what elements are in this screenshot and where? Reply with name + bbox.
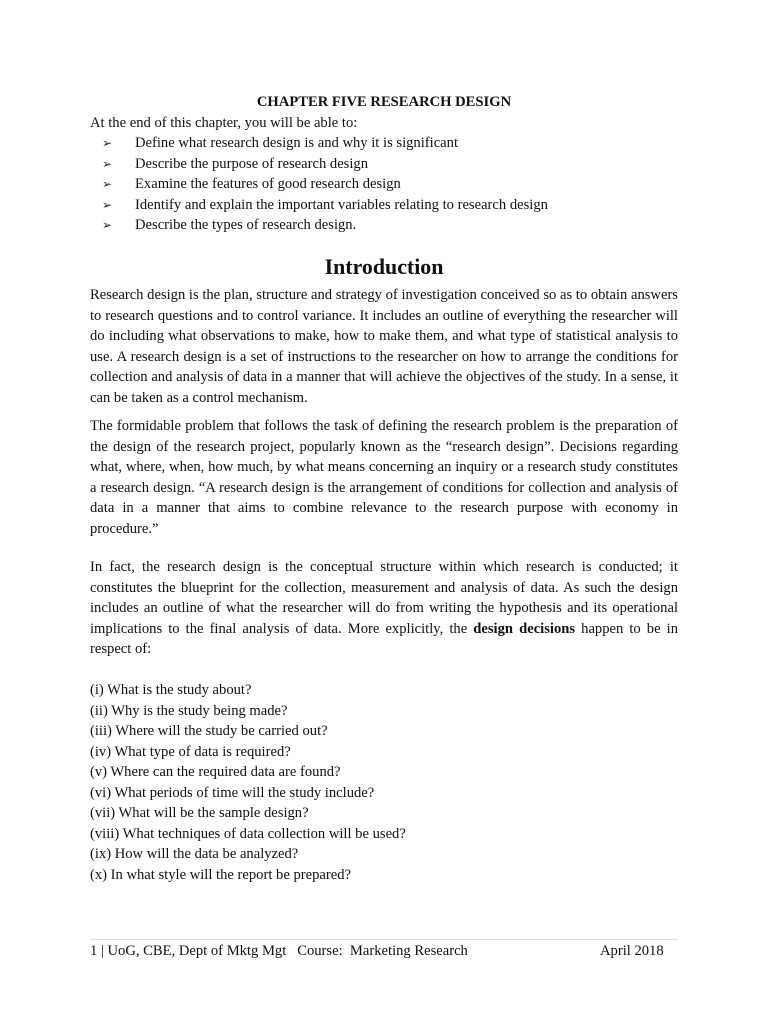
objective-text: Define what research design is and why it is significant: [135, 135, 459, 151]
paragraph-text: happen to be in respect of:: [90, 620, 679, 658]
arrow-bullet-icon: ➢: [102, 136, 113, 150]
arrow-bullet-icon: ➢: [102, 218, 113, 232]
footer-course-info: 1 | UoG, CBE, Dept of Mktg Mgt Course: Marketing Research: [90, 943, 468, 959]
list-item: [102, 175, 548, 196]
arrow-bullet-icon: ➢: [102, 156, 113, 171]
list-item: (i) What is the study about?: [90, 682, 252, 698]
list-item: (vii) What will be the sample design?: [90, 805, 309, 821]
list-item: [102, 196, 548, 217]
chapter-title: CHAPTER FIVE RESEARCH DESIGN: [256, 94, 512, 110]
objectives-intro: At the end of this chapter, you will be able to:: [90, 115, 358, 131]
list-item: (iii) Where will the study be carried out?: [90, 723, 328, 739]
list-item: (ix) How will the data be analyzed?: [90, 846, 299, 862]
list-item: [102, 216, 548, 237]
bold-term: design decisions: [473, 620, 576, 637]
footer-divider: [90, 939, 678, 940]
list-item: (vi) What periods of time will the study include?: [90, 784, 375, 801]
list-item: [102, 134, 548, 155]
list-item: [102, 155, 548, 176]
objective-text: Describe the types of research design.: [135, 217, 357, 233]
list-item: (ii) Why is the study being made?: [90, 702, 288, 719]
footer-date: April 2018: [600, 943, 664, 959]
list-item: (v) Where can the required data are found?: [90, 764, 341, 780]
objective-text: Describe the purpose of research design: [135, 155, 369, 172]
arrow-bullet-icon: ➢: [102, 177, 113, 191]
paragraph-text: In fact, the research design is the conceptual structure within which research is conducted; it constitutes the blueprint for the collection, measurement and analysis of data. As such the design includes an outline of what the researcher will do from writing the hypothesis and its operational implications to the final analysis of data. More explicitly, the: [90, 559, 678, 637]
list-item: (iv) What type of data is required?: [90, 743, 291, 760]
paragraph-definition: Research design is the plan, structure and strategy of investigation conceived so as to obtain answers to research questions and to control variance. It includes an outline of everything the researcher will do including what observations to make, how to make them, and what type of statistical analysis to use. A research design is a set of instructions to the researcher on how to arrange the conditions for collection and analysis of data in a manner that will achieve the objectives of the study. In a sense, it can be taken as a control mechanism.: [90, 287, 678, 406]
objective-text: Identify and explain the important variables relating to research design: [135, 196, 548, 213]
document-page: [90, 0, 678, 1024]
arrow-bullet-icon: ➢: [102, 197, 113, 212]
objective-text: Examine the features of good research design: [135, 176, 401, 192]
objectives-list: [102, 134, 548, 237]
section-heading-introduction: Introduction: [324, 254, 444, 279]
list-item: (viii) What techniques of data collection will be used?: [90, 825, 406, 842]
list-item: (x) In what style will the report be prepared?: [90, 866, 351, 883]
design-questions-list: [90, 681, 406, 886]
paragraph-problem: The formidable problem that follows the task of defining the research problem is the preparation of the design of the research project, popularly known as the “research design”. Decisions regarding what, where, when, how much, by what means concerning an inquiry or a research study constitutes a research design. “A research design is the arrangement of conditions for collection and analysis of data in a manner that aims to combine relevance to the research purpose with economy in procedure.”: [90, 418, 678, 537]
paragraph-conceptual-structure: [90, 557, 678, 660]
